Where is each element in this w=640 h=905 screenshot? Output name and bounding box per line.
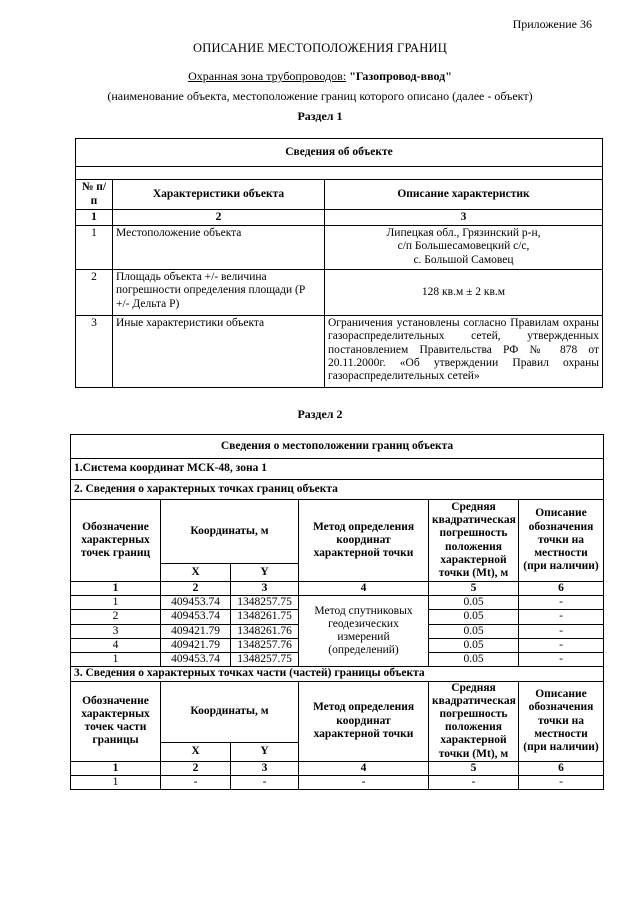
row-number: 1: [76, 226, 113, 270]
header-part-coordinates: Координаты, м: [161, 681, 299, 743]
part-point-number: 1: [71, 776, 161, 790]
table-row: [76, 316, 603, 388]
row-number: 3: [76, 316, 113, 388]
section-1-title: Раздел 1: [297, 109, 343, 123]
section-2-title: Раздел 2: [297, 407, 343, 421]
point-y: 1348257.76: [231, 638, 299, 652]
point-x: 409453.74: [161, 610, 231, 624]
point-y: 1348261.76: [231, 624, 299, 638]
object-info-title: Сведения об объекте: [76, 139, 603, 167]
boundary-table: [70, 434, 604, 790]
point-x: 409421.79: [161, 624, 231, 638]
point-number: 3: [71, 624, 161, 638]
point-description: -: [519, 610, 604, 624]
col-number-2: 2: [161, 582, 231, 596]
object-note: (наименование объекта, местоположение границ которого описано (далее - объект): [107, 89, 533, 103]
row-value: 128 кв.м ± 2 кв.м: [325, 270, 603, 316]
part-point-error: -: [429, 776, 519, 790]
point-description: -: [519, 624, 604, 638]
row-characteristic: Площадь объекта +/- величина погрешности определения площади (Р +/- Дельта Р): [113, 270, 325, 316]
header-point-description: Описание обозначения точки на местности (при наличии): [519, 500, 604, 582]
row-number: 2: [76, 270, 113, 316]
col-number-6: 6: [519, 582, 604, 596]
point-number: 1: [71, 596, 161, 610]
point-method: Метод спутниковых геодезических измерений (определений): [299, 596, 429, 667]
point-error: 0.05: [429, 596, 519, 610]
table-row: [71, 596, 604, 610]
document-title: ОПИСАНИЕ МЕСТОПОЛОЖЕНИЯ ГРАНИЦ: [193, 41, 447, 55]
col-number-3: 3: [325, 210, 603, 226]
row-characteristic: Местоположение объекта: [113, 226, 325, 270]
part-point-description: -: [519, 776, 604, 790]
point-y: 1348257.75: [231, 596, 299, 610]
header-characteristic: Характеристики объекта: [113, 180, 325, 210]
points-section-title: 2. Сведения о характерных точках границ объекта: [71, 480, 604, 500]
table-row: [76, 226, 603, 270]
col-number-3: 3: [231, 582, 299, 596]
col-number-5: 5: [429, 582, 519, 596]
table-row: [71, 776, 604, 790]
point-error: 0.05: [429, 653, 519, 667]
col-number-1: 1: [76, 210, 113, 226]
header-y: Y: [231, 564, 299, 582]
part-point-method: -: [299, 776, 429, 790]
point-y: 1348257.75: [231, 653, 299, 667]
header-designation: Обозначение характерных точек границ: [71, 500, 161, 582]
object-line: [0, 70, 640, 84]
coordinate-system: 1.Система координат МСК-48, зона 1: [71, 459, 604, 480]
header-method: Метод определения координат характерной точки: [299, 500, 429, 582]
row-value: [325, 226, 603, 270]
col-number-2: 2: [161, 761, 231, 775]
row-characteristic: Иные характеристики объекта: [113, 316, 325, 388]
object-info-table: [75, 138, 603, 388]
header-part-point-description: Описание обозначения точки на местности (при наличии): [519, 681, 604, 761]
appendix-label: Приложение 36: [512, 17, 592, 31]
header-part-x: X: [161, 743, 231, 762]
location-line: с. Большой Самовец: [413, 253, 514, 266]
col-number-5: 5: [429, 761, 519, 775]
location-line: с/п Большесамовецкий с/с,: [397, 240, 530, 253]
point-error: 0.05: [429, 610, 519, 624]
point-x: 409421.79: [161, 638, 231, 652]
boundary-table-title: Сведения о местоположении границ объекта: [71, 435, 604, 459]
row-value: Ограничения установлены согласно Правилам охраны газораспределительных сетей, утвержденных постановлением Правительства РФ № 878 от 20.11.2000г. «Об утверждении Правил охраны газораспределительных сетей»: [325, 316, 603, 388]
header-description: Описание характеристик: [325, 180, 603, 210]
point-y: 1348261.75: [231, 610, 299, 624]
col-number-4: 4: [299, 582, 429, 596]
col-number-1: 1: [71, 761, 161, 775]
col-number-3: 3: [231, 761, 299, 775]
object-type: Охранная зона трубопроводов:: [188, 69, 347, 83]
table-row: [76, 270, 603, 316]
object-name: "Газопровод-ввод": [349, 69, 452, 83]
col-number-1: 1: [71, 582, 161, 596]
header-number: № п/п: [76, 180, 113, 210]
location-line: Липецкая обл., Грязинский р-н,: [386, 227, 541, 240]
point-number: 2: [71, 610, 161, 624]
point-description: -: [519, 653, 604, 667]
header-coordinates: Координаты, м: [161, 500, 299, 564]
point-error: 0.05: [429, 624, 519, 638]
point-x: 409453.74: [161, 653, 231, 667]
header-x: X: [161, 564, 231, 582]
blank-row: [76, 167, 603, 180]
point-number: 4: [71, 638, 161, 652]
point-error: 0.05: [429, 638, 519, 652]
header-part-y: Y: [231, 743, 299, 762]
header-part-error: Средняя квадратическая погрешность положения характерной точки (Mt), м: [429, 681, 519, 761]
part-points-section-title: 3. Сведения о характерных точках части (частей) границы объекта: [71, 667, 604, 681]
col-number-2: 2: [113, 210, 325, 226]
header-part-method: Метод определения координат характерной точки: [299, 681, 429, 761]
header-error: Средняя квадратическая погрешность положения характерной точки (Mt), м: [429, 500, 519, 582]
point-description: -: [519, 596, 604, 610]
col-number-6: 6: [519, 761, 604, 775]
point-x: 409453.74: [161, 596, 231, 610]
part-point-x: -: [161, 776, 231, 790]
col-number-4: 4: [299, 761, 429, 775]
point-description: -: [519, 638, 604, 652]
point-number: 1: [71, 653, 161, 667]
part-point-y: -: [231, 776, 299, 790]
header-part-designation: Обозначение характерных точек части границы: [71, 681, 161, 761]
